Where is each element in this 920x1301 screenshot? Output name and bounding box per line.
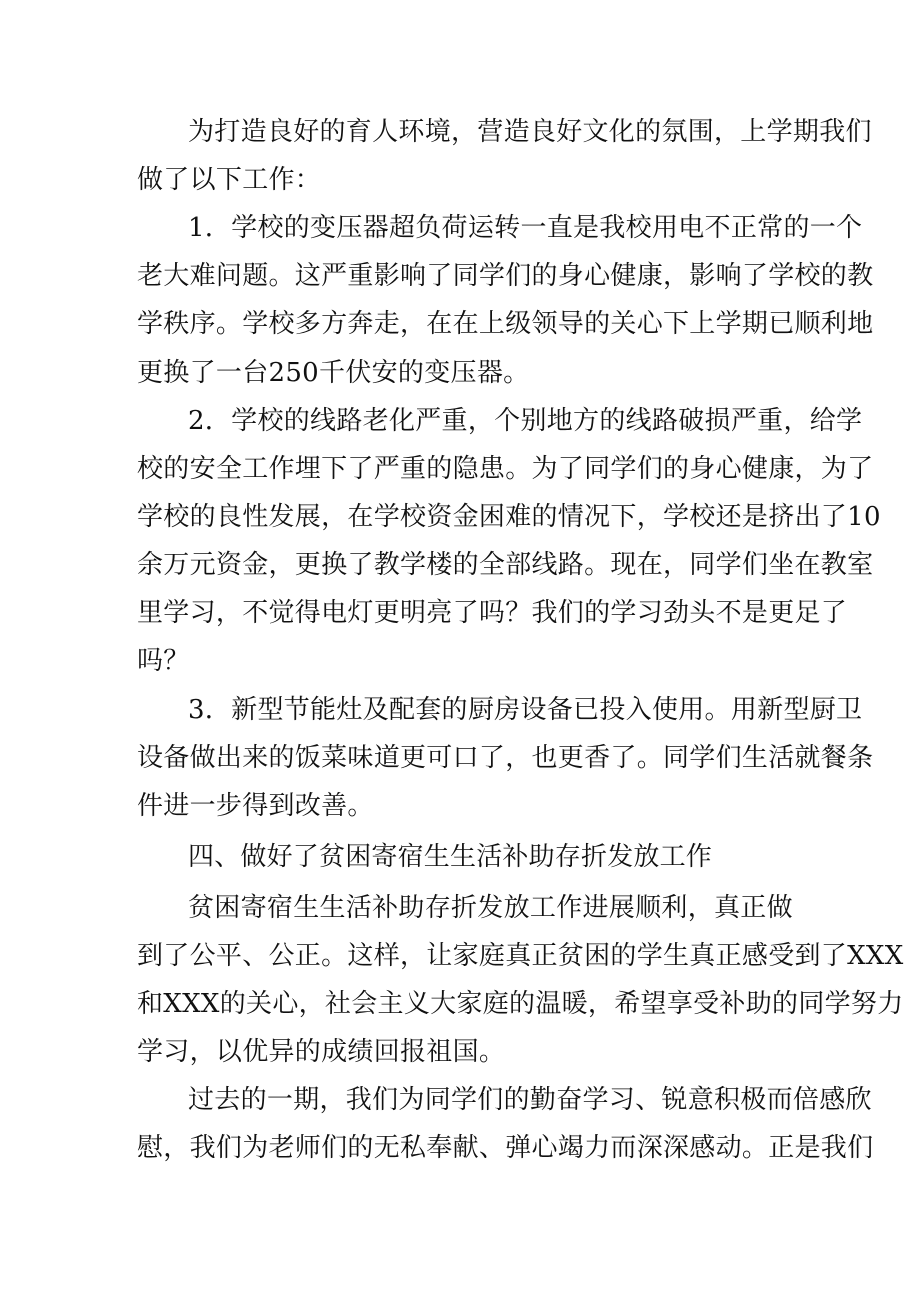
item-1-line-3: 学秩序。学校多方奔走，在在上级领导的关心下上学期已顺利地: [137, 309, 874, 339]
section-paragraph-line-1: 贫困寄宿生生活补助存折发放工作进展顺利，真正做: [188, 893, 793, 923]
item-2-line-6: 吗？: [137, 646, 190, 676]
section-heading: 四、做好了贫困寄宿生生活补助存折发放工作: [188, 842, 713, 872]
item-2-line-2: 校的安全工作埋下了严重的隐患。为了同学们的身心健康，为了: [137, 454, 874, 484]
item-1-line-1: 1．学校的变压器超负荷运转一直是我校用电不正常的一个: [188, 213, 863, 243]
item-1-line-4: 更换了一台250千伏安的变压器。: [137, 358, 530, 388]
section-paragraph-line-4: 学习，以优异的成绩回报祖国。: [137, 1037, 506, 1067]
item-3-line-3: 件进一步得到改善。: [137, 791, 374, 821]
item-2-line-1: 2．学校的线路老化严重，个别地方的线路破损严重，给学: [188, 406, 863, 436]
paragraph-intro-line-2: 做了以下工作：: [137, 165, 322, 195]
section-paragraph-line-2: 到了公平、公正。这样，让家庭真正贫困的学生真正感受到了XXX: [137, 941, 904, 971]
item-2-line-3: 学校的良性发展，在学校资金困难的情况下，学校还是挤出了10: [137, 502, 881, 532]
item-1-line-2: 老大难问题。这严重影响了同学们的身心健康，影响了学校的教: [137, 261, 874, 291]
item-2-line-5: 里学习，不觉得电灯更明亮了吗？我们的学习劲头不是更足了: [137, 598, 848, 628]
item-3-line-2: 设备做出来的饭菜味道更可口了，也更香了。同学们生活就餐条: [137, 743, 874, 773]
paragraph-intro-line-1: 为打造良好的育人环境，营造良好文化的氛围，上学期我们: [188, 117, 872, 147]
section-paragraph-line-3: 和XXX的关心，社会主义大家庭的温暖，希望享受补助的同学努力: [137, 989, 904, 1019]
item-2-line-4: 余万元资金，更换了教学楼的全部线路。现在，同学们坐在教室: [137, 550, 874, 580]
closing-paragraph-line-2: 慰，我们为老师们的无私奉献、弹心竭力而深深感动。正是我们: [137, 1133, 874, 1163]
item-3-line-1: 3．新型节能灶及配套的厨房设备已投入使用。用新型厨卫: [188, 695, 863, 725]
closing-paragraph-line-1: 过去的一期，我们为同学们的勤奋学习、锐意积极而倍感欣: [188, 1085, 872, 1115]
